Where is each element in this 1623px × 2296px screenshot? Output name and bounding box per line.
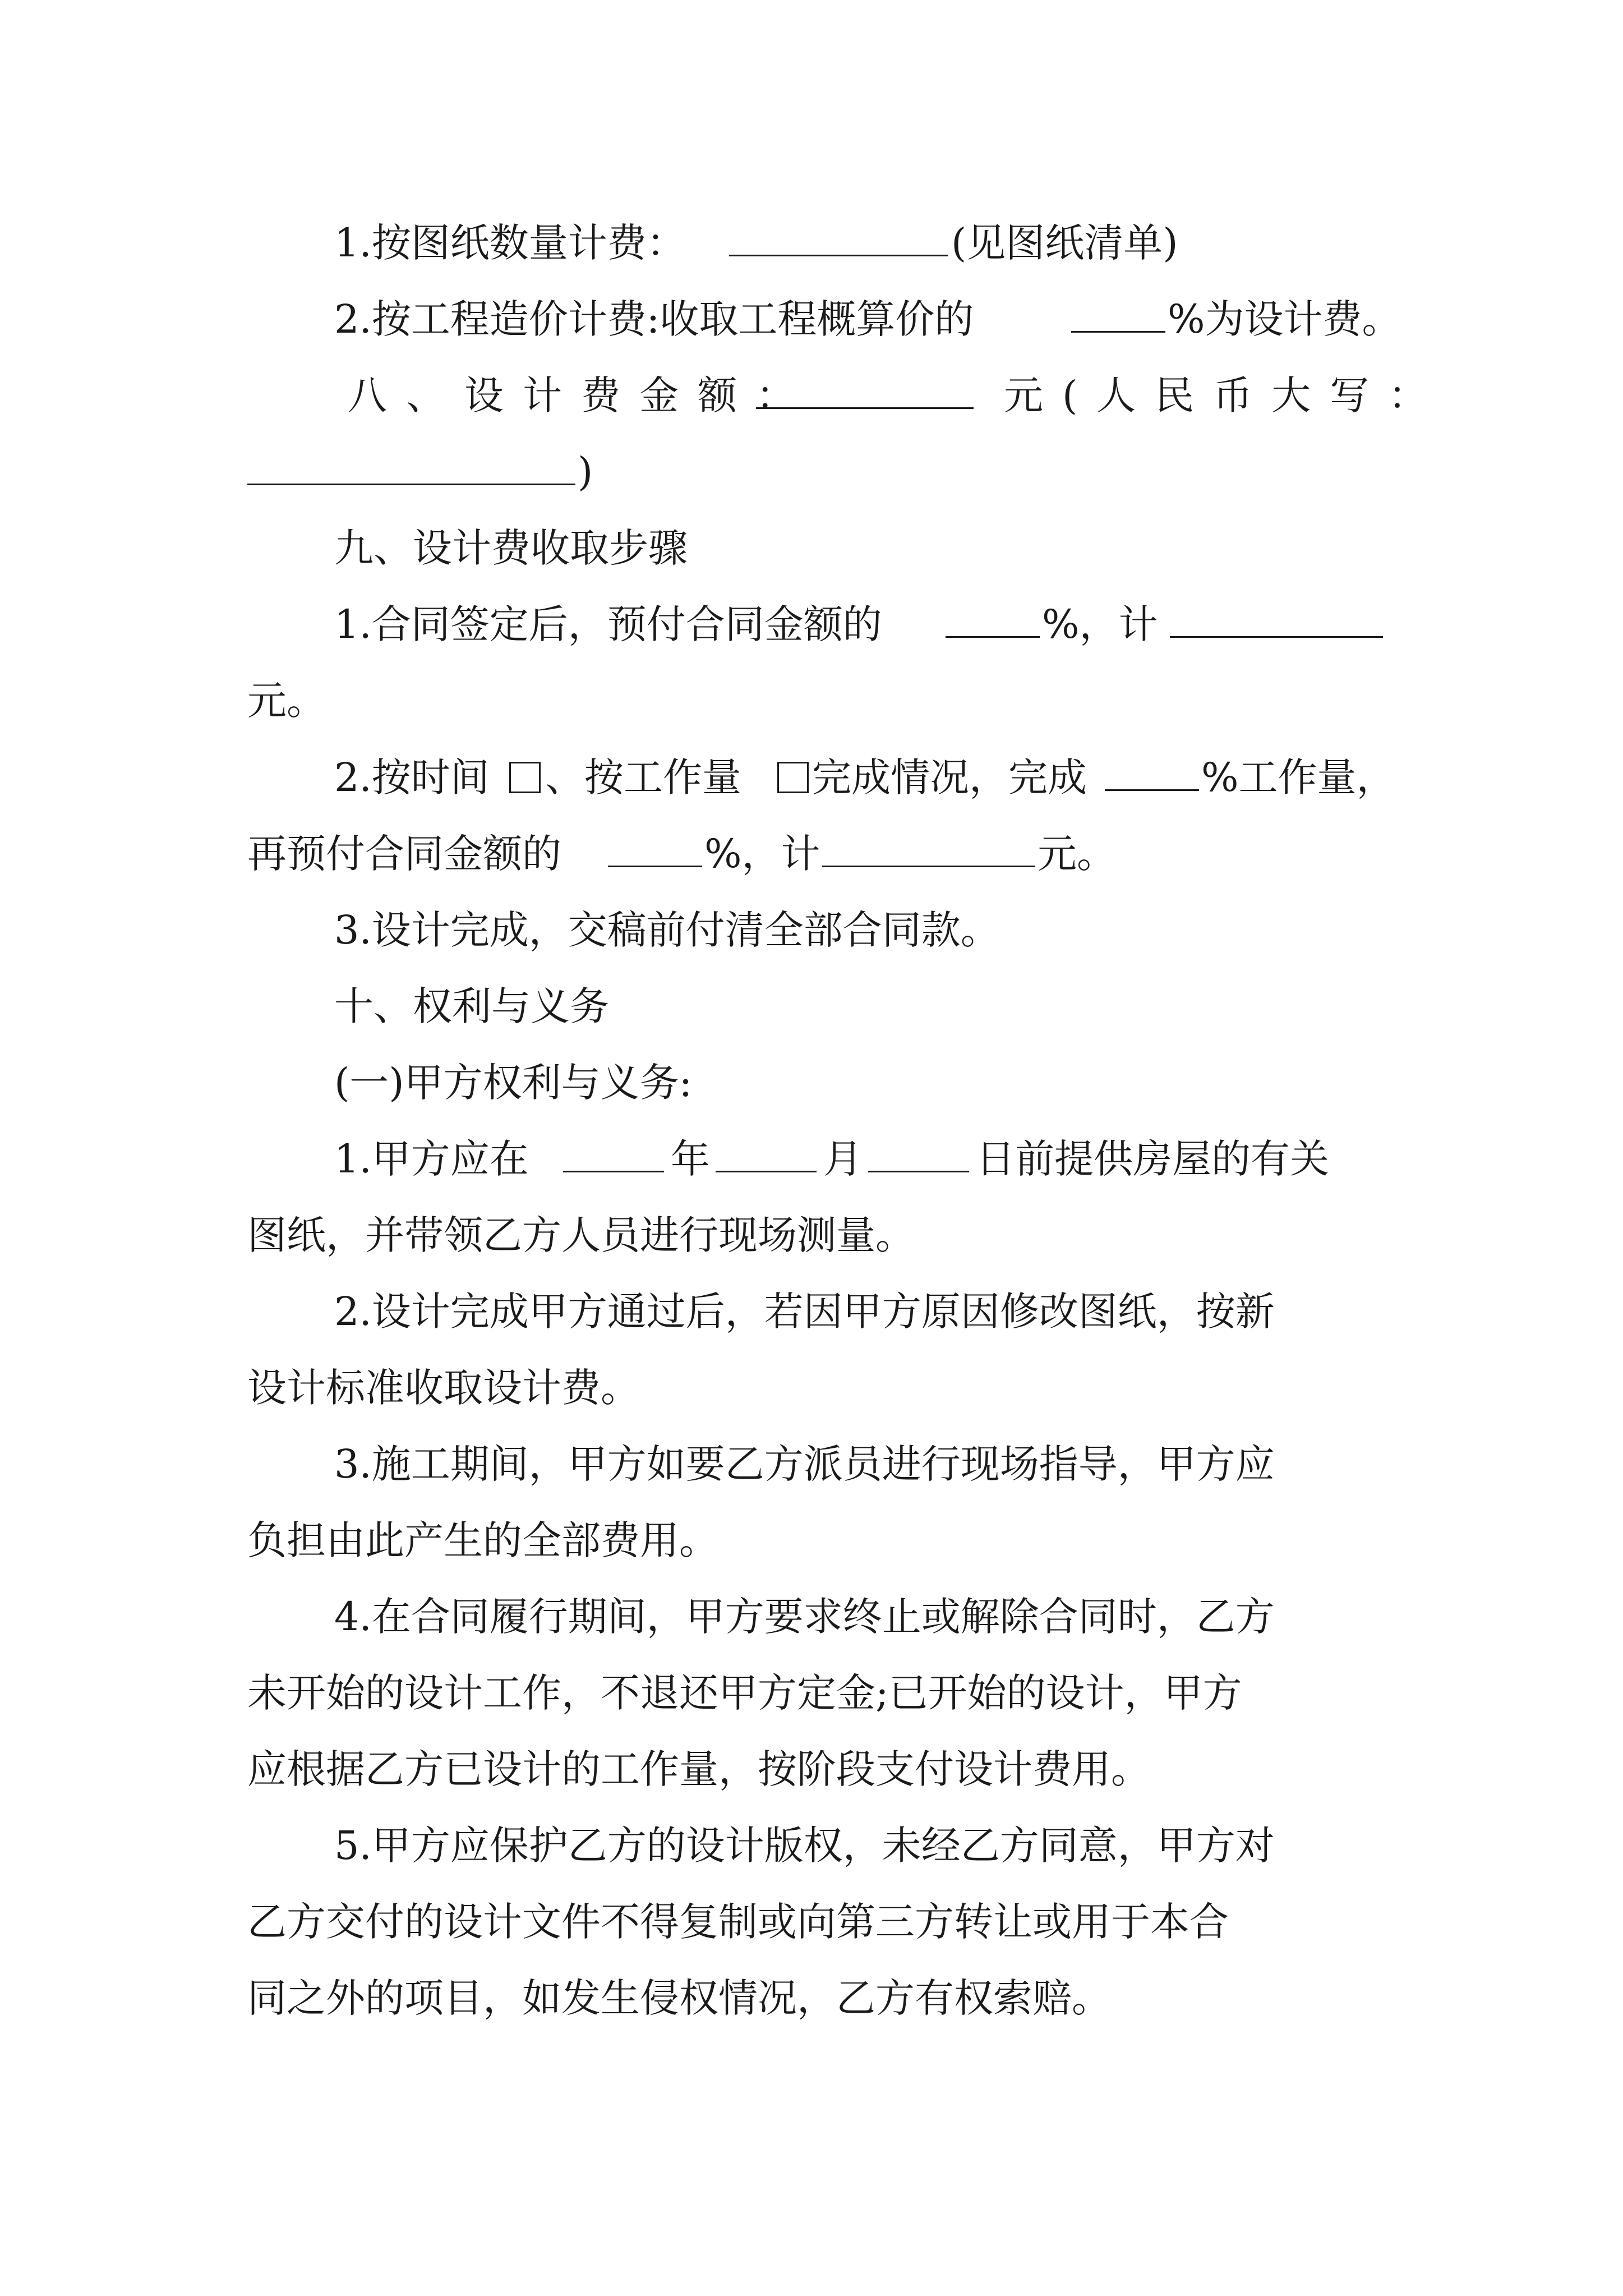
party-a-4-line1 (0, 1586, 1623, 1648)
section-8-words-blank (247, 441, 575, 503)
payment-1-mid: %，计 (1042, 601, 1158, 647)
payment-2-mid3: %工作量， (1201, 754, 1396, 800)
party-a-heading-line (0, 1052, 1623, 1114)
party-a-1-year-blank (563, 1128, 664, 1190)
party-a-5-text-1: 5.甲方应保护乙方的设计版权，未经乙方同意，甲方对 (334, 1823, 1275, 1869)
workload-checkbox[interactable] (775, 747, 811, 808)
party-a-1-line (0, 1128, 1623, 1190)
party-a-1-month-blank (716, 1128, 817, 1190)
payment-1-amount-blank (1170, 593, 1383, 655)
fee-by-drawings-line (0, 212, 1623, 274)
party-a-1-month: 月 (823, 1136, 863, 1182)
section-9-heading: 九、设计费收取步骤 (334, 525, 688, 571)
party-a-1-p1: 1.甲方应在 (334, 1136, 529, 1182)
section-8-amount-blank (756, 365, 974, 426)
payment-1-cont-line (0, 670, 1623, 731)
fee-by-cost-suffix: %为设计费。 (1168, 296, 1401, 342)
section-9-heading-line (0, 517, 1623, 579)
fee-by-cost-prefix: 2.按工程造价计费:收取工程概算价的 (334, 296, 974, 342)
party-a-3-text-2: 负担由此产生的全部费用。 (247, 1517, 718, 1563)
party-a-2-line1 (0, 1281, 1623, 1342)
payment-1-percent-blank (946, 593, 1040, 655)
party-a-5-text-2: 乙方交付的设计文件不得复制或向第三方转让或用于本合 (247, 1899, 1229, 1945)
party-a-3-text-1: 3.施工期间，甲方如要乙方派员进行现场指导，甲方应 (334, 1441, 1275, 1487)
party-a-2-line2 (0, 1357, 1623, 1419)
payment-1-prefix: 1.合同签定后，预付合同金额的 (334, 601, 882, 647)
party-a-4-text-3: 应根据乙方已设计的工作量，按阶段支付设计费用。 (247, 1746, 1150, 1792)
payment-2-mid1: 、按工作量 (545, 754, 741, 800)
payment-2-cont-line (0, 823, 1623, 885)
section-8-close: ) (578, 449, 593, 495)
party-a-5-line1 (0, 1815, 1623, 1876)
payment-1-line (0, 593, 1623, 655)
party-a-heading: (一)甲方权利与义务: (334, 1060, 693, 1106)
section-10-heading: 十、权利与义务 (334, 983, 609, 1029)
section-8-line (0, 365, 1623, 426)
party-a-4-text-2: 未开始的设计工作，不退还甲方定金;已开始的设计，甲方 (247, 1670, 1242, 1716)
section-8-cont-line (0, 441, 1623, 503)
party-a-4-line2 (0, 1662, 1623, 1724)
payment-3: 3.设计完成，交稿前付清全部合同款。 (334, 907, 1000, 953)
payment-3-line (0, 899, 1623, 961)
party-a-1-p2: 日前提供房屋的有关 (976, 1136, 1329, 1182)
party-a-1-year: 年 (671, 1136, 710, 1182)
section-10-heading-line (0, 976, 1623, 1037)
payment-2-percent-blank (1105, 747, 1199, 808)
party-a-1-cont-line (0, 1204, 1623, 1266)
payment-2-line (0, 747, 1623, 808)
section-8-unit: 元(人民币大写： (1004, 372, 1447, 418)
party-a-5-text-3: 同之外的项目，如发生侵权情况，乙方有权索赔。 (247, 1975, 1111, 2021)
fee-by-cost-blank (1071, 288, 1165, 350)
party-a-5-line2 (0, 1891, 1623, 1953)
payment-2-cont-percent-blank (608, 823, 702, 885)
party-a-2-text-1: 2.设计完成甲方通过后，若因甲方原因修改图纸，按新 (334, 1289, 1275, 1335)
payment-2-prefix: 2.按时间 (334, 754, 490, 800)
fee-by-drawings-suffix: (见图纸清单) (951, 220, 1178, 266)
payment-2-cont-amount-blank (822, 823, 1035, 885)
fee-by-cost-line (0, 288, 1623, 350)
party-a-3-line2 (0, 1510, 1623, 1571)
payment-2-cont-prefix: 再预付合同金额的 (247, 831, 561, 877)
payment-2-cont-mid: %，计 (704, 831, 820, 877)
party-a-1-cont: 图纸，并带领乙方人员进行现场测量。 (247, 1212, 915, 1258)
party-a-2-text-2: 设计标准收取设计费。 (247, 1365, 640, 1411)
party-a-3-line1 (0, 1433, 1623, 1495)
payment-1-end: 元。 (247, 678, 326, 724)
party-a-4-line3 (0, 1738, 1623, 1800)
section-8-prefix: 八、设计费金额： (348, 372, 814, 418)
payment-2-cont-end: 元。 (1038, 831, 1116, 877)
party-a-1-day-blank (868, 1128, 969, 1190)
party-a-5-line3 (0, 1967, 1623, 2029)
time-checkbox[interactable] (507, 747, 543, 808)
payment-2-mid2: 完成情况，完成 (812, 754, 1087, 800)
fee-by-drawings-blank (729, 212, 948, 274)
fee-by-drawings-prefix: 1.按图纸数量计费： (334, 220, 686, 266)
party-a-4-text-1: 4.在合同履行期间，甲方要求终止或解除合同时，乙方 (334, 1594, 1275, 1640)
